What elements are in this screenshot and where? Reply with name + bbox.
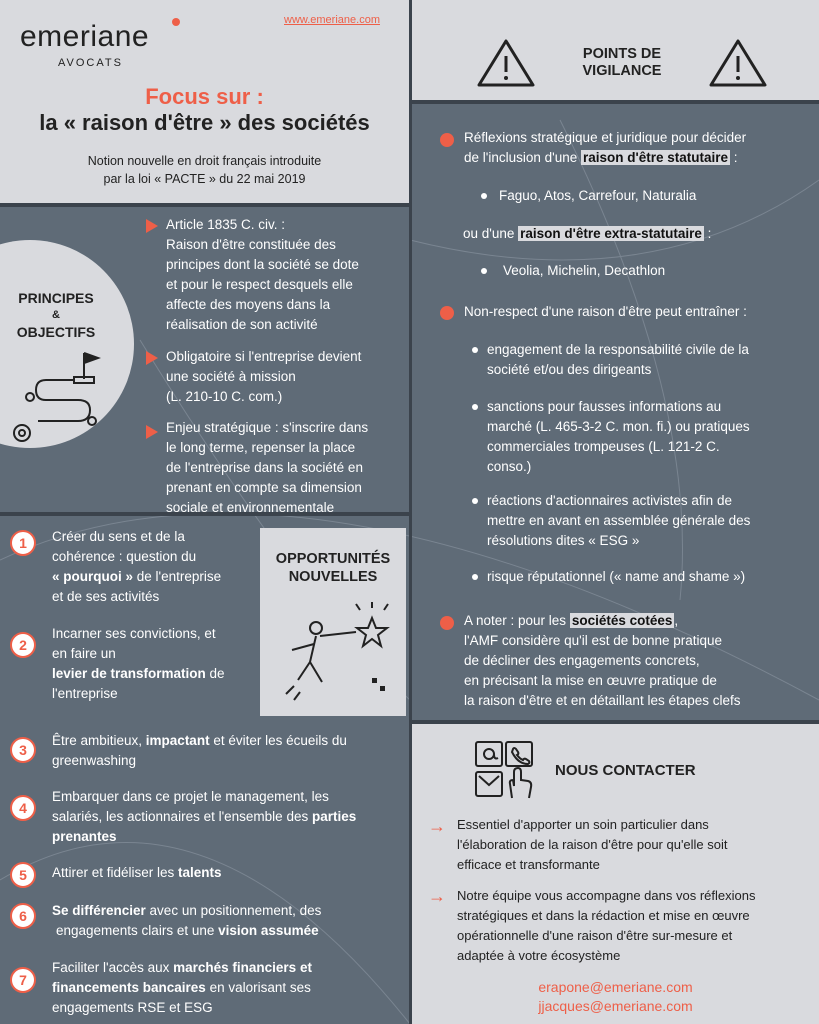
number-badge: 6 [10,903,36,929]
principe-2: Obligatoire si l'entreprise devient une société à mission (L. 210-10 C. com.) [166,349,362,404]
opportunite-6: Se différencier avec un positionnement, des engagements clairs et une vision assumée [52,903,322,938]
warning-icon [476,38,536,88]
number-badge: 7 [10,967,36,993]
bullet-arrow-icon [146,425,158,439]
header-panel [0,0,409,203]
contact-icons [474,740,540,802]
opportunite-2: Incarner ses convictions, et en faire un levier de transformation de l'entreprise [52,626,225,701]
sub-bullet-icon [472,574,478,580]
vigilance-point-1: Réflexions stratégique et juridique pour décider de l'inclusion d'une raison d'être statutaire : [464,130,747,165]
vigilance-header [412,0,819,100]
bullet-dot-icon [440,616,454,630]
opportunite-7: Faciliter l'accès aux marchés financiers et financements bancaires en valorisant ses engagements RSE et ESG [52,960,312,1015]
divider [0,203,409,207]
vigilance-point-3: A noter : pour les sociétés cotées , l'AMF considère qu'il est de bonne pratique de décliner des engagements concrets, en précisant la mise en œuvre pratique de la raison d'être et en détaillant les étapes clefs [464,613,741,708]
sub-bullet-icon [472,404,478,410]
sub-bullet-icon [472,347,478,353]
principes-title: PRINCIPES & OBJECTIFS [16,290,96,340]
contact-point-2: Notre équipe vous accompagne dans vos réflexions stratégiques et dans la rédaction et mise en œuvre opérationnelle d'une raison d'être sur-mesure et adaptée à votre écosystème [457,888,756,963]
risk-1: engagement de la responsabilité civile de la société et/ou des dirigeants [487,342,749,377]
principe-1: Article 1835 C. civ. : Raison d'être constituée des principes dont la société se dote et pour le respect desquels elle affecte des moyens dans la réalisation de son activité [166,217,359,332]
focus-label: Focus sur : [145,84,264,109]
bullet-arrow-icon [146,219,158,233]
contact-point-1: Essentiel d'apporter un soin particulier dans l'élaboration de la raison d'être pour qu'elle soit efficace et transformante [457,817,728,872]
divider [412,100,819,104]
sub-bullet-icon [481,193,487,199]
page-title: la « raison d'être » des sociétés [39,110,370,135]
opportunite-1: Créer du sens et de la cohérence : question du « pourquoi » de l'entreprise et de ses activités [52,529,222,604]
reaching-star-icon [280,600,400,705]
sub-bullet-icon [481,268,487,274]
email-link[interactable]: erapone@emeriane.com [538,979,693,995]
contact-panel [412,724,819,1024]
opportunites-box [260,528,406,716]
bullet-arrow-icon [146,351,158,365]
logo-subtitle: AVOCATS [58,57,123,69]
opportunite-4: Embarquer dans ce projet le management, les salariés, les actionnaires et l'ensemble des parties prenantes [52,789,357,844]
roadmap-icon [8,345,108,450]
logo-dot-icon [172,18,180,26]
arrow-right-icon: → [428,886,446,906]
number-badge: 2 [10,632,36,658]
bullet-dot-icon [440,133,454,147]
warning-icon [708,38,768,88]
opportunite-3: Être ambitieux, impactant et éviter les écueils du greenwashing [52,733,347,768]
logo: emeriane [20,20,150,53]
bullet-dot-icon [440,306,454,320]
email-link[interactable]: jjacques@emeriane.com [538,998,693,1014]
vigilance-point-1b: ou d'une raison d'être extra-statutaire : [463,226,712,241]
risk-3: réactions d'actionnaires activistes afin de mettre en avant en assemblée générale des résolutions dites « ESG » [487,493,751,548]
contact-title: NOUS CONTACTER [555,762,696,779]
arrow-right-icon: → [428,816,446,836]
page-subtitle: Notion nouvelle en droit français introduite par la loi « PACTE » du 22 mai 2019 [87,154,322,186]
example-list-1: Faguo, Atos, Carrefour, Naturalia [499,188,697,203]
principe-3: Enjeu stratégique : s'inscrire dans le long terme, repenser la place de l'entreprise dans la société en prenant en compte sa dimension sociale et environnementale [166,420,369,515]
risk-2: sanctions pour fausses informations au marché (L. 465-3-2 C. mon. fi.) ou pratiques commerciales trompeuses (L. 121-2 C. conso.) [487,399,750,474]
contact-emails [412,978,819,1016]
website-link[interactable]: www.emeriane.com [284,14,380,26]
vigilance-point-2: Non-respect d'une raison d'être peut entraîner : [464,304,747,319]
number-badge: 4 [10,795,36,821]
sub-bullet-icon [472,498,478,504]
vigilance-title: POINTS DE VIGILANCE [582,46,662,79]
example-list-2: Veolia, Michelin, Decathlon [503,263,666,278]
opportunite-5: Attirer et fidéliser les talents [52,865,222,880]
number-badge: 3 [10,737,36,763]
risk-4: risque réputationnel (« name and shame ») [487,569,746,584]
number-badge: 1 [10,530,36,556]
number-badge: 5 [10,862,36,888]
opportunites-title: OPPORTUNITÉS NOUVELLES [275,551,391,585]
